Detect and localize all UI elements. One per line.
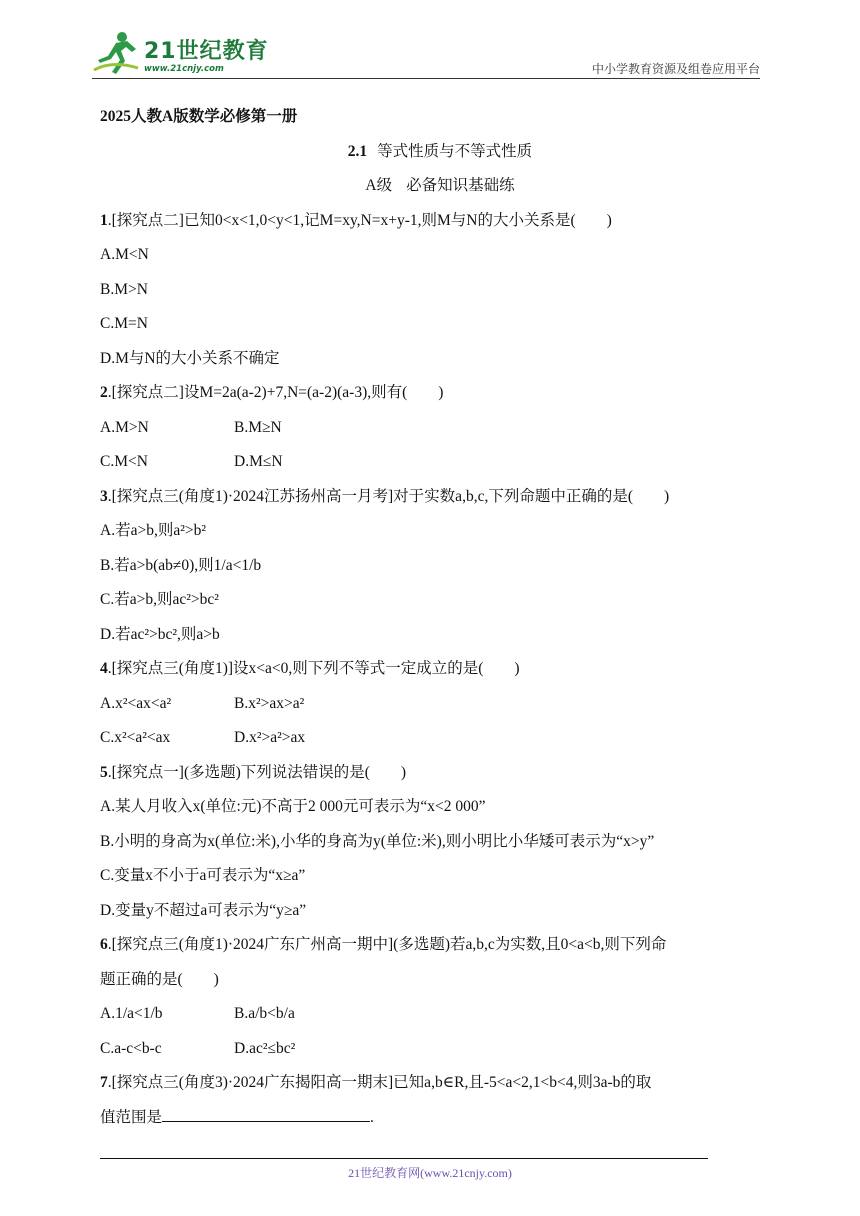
answer-blank[interactable]	[162, 1105, 370, 1122]
level-name: 必备知识基础练	[406, 177, 515, 194]
option: D.变量y不超过a可表示为“y≥a”	[100, 901, 307, 919]
section-title	[100, 135, 780, 170]
question-5-stem	[100, 756, 780, 791]
option: B.x²>ax>a²	[234, 694, 305, 712]
section-number: 2.1	[347, 142, 368, 160]
option-row	[100, 411, 780, 446]
option: D.x²>a²>ax	[234, 729, 306, 746]
question-6-stem-cont: 题正确的是( )	[100, 970, 219, 988]
book-title: 2025人教A版数学必修第一册	[100, 108, 298, 125]
option: B.小明的身高为x(单位:米),小华的身高为y(单位:米),则小明比小华矮可表示为“x>y”	[100, 832, 655, 850]
level-grade: A级	[365, 177, 393, 194]
question-text: 值范围是	[100, 1108, 163, 1126]
question-2-stem	[100, 376, 780, 411]
option-row	[100, 721, 780, 756]
option-row	[100, 445, 780, 480]
question-number: 1	[100, 211, 108, 229]
option: A.M<N	[100, 246, 149, 263]
option: C.a-c<b-c	[100, 1039, 162, 1057]
question-text: .[探究点一](多选题)下列说法错误的是( )	[107, 763, 407, 781]
document-body	[100, 100, 780, 1135]
option: B.M≥N	[234, 418, 282, 436]
option: A.1/a<1/b	[100, 1005, 163, 1022]
option-row	[100, 1032, 780, 1067]
question-number: 5	[100, 763, 108, 781]
question-text: .[探究点三(角度3)·2024广东揭阳高一期末]已知a,b∈R,且-5<a<2,1<b<4,则3a-b的取	[107, 1074, 652, 1091]
option: C.x²<a²<ax	[100, 729, 171, 746]
question-6-stem	[100, 928, 780, 963]
question-7-stem	[100, 1066, 780, 1101]
header-divider	[92, 78, 760, 79]
question-number: 4	[100, 660, 108, 677]
section-name: 等式性质与不等式性质	[377, 142, 533, 160]
option-row	[100, 997, 780, 1032]
question-number: 6	[100, 936, 108, 953]
option: B.若a>b(ab≠0),则1/a<1/b	[100, 556, 262, 574]
option-row	[100, 687, 780, 722]
option: D.ac²≤bc²	[234, 1039, 296, 1057]
question-4-stem	[100, 652, 780, 687]
option: C.M=N	[100, 315, 148, 332]
option: D.M≤N	[234, 453, 283, 470]
option: A.某人月收入x(单位:元)不高于2 000元可表示为“x<2 000”	[100, 798, 486, 815]
option: C.M<N	[100, 453, 148, 470]
platform-slogan: 中小学教育资源及组卷应用平台	[591, 62, 760, 76]
page-header	[92, 30, 760, 80]
question-text: .[探究点三(角度1)]设x<a<0,则下列不等式一定成立的是( )	[107, 660, 520, 677]
option: D.M与N的大小关系不确定	[100, 349, 280, 367]
runner-logo-icon	[92, 30, 142, 76]
footer-divider	[100, 1158, 708, 1159]
question-number: 3	[100, 487, 108, 505]
question-1-stem	[100, 204, 780, 239]
option: B.a/b<b/a	[234, 1005, 295, 1022]
option: A.x²<ax<a²	[100, 694, 172, 712]
level-title	[100, 169, 780, 204]
question-3-stem	[100, 480, 780, 515]
option: A.M>N	[100, 418, 149, 436]
option: C.若a>b,则ac²>bc²	[100, 591, 219, 608]
logo-text: 21世纪教育	[144, 39, 269, 64]
logo-url: www.21cnjy.com	[144, 64, 224, 74]
option: C.变量x不小于a可表示为“x≥a”	[100, 867, 306, 884]
question-7-stem-cont	[100, 1101, 780, 1136]
option: A.若a>b,则a²>b²	[100, 522, 206, 539]
question-text: .[探究点二]已知0<x<1,0<y<1,记M=xy,N=x+y-1,则M与N的大小关系是( )	[107, 211, 612, 229]
option: B.M>N	[100, 280, 148, 298]
question-text: .[探究点三(角度1)·2024江苏扬州高一月考]对于实数a,b,c,下列命题中正确的是( )	[107, 487, 670, 505]
footer-link[interactable]: 21世纪教育网(www.21cnjy.com)	[348, 1166, 512, 1180]
option: D.若ac²>bc²,则a>b	[100, 625, 220, 643]
site-logo[interactable]	[92, 30, 272, 80]
question-number: 2	[100, 384, 108, 401]
question-text: .[探究点三(角度1)·2024广东广州高一期中](多选题)若a,b,c为实数,且0<a<b,则下列命	[107, 936, 667, 953]
question-text: .[探究点二]设M=2a(a-2)+7,N=(a-2)(a-3),则有( )	[107, 384, 444, 401]
period: .	[370, 1108, 374, 1126]
question-number: 7	[100, 1074, 108, 1091]
